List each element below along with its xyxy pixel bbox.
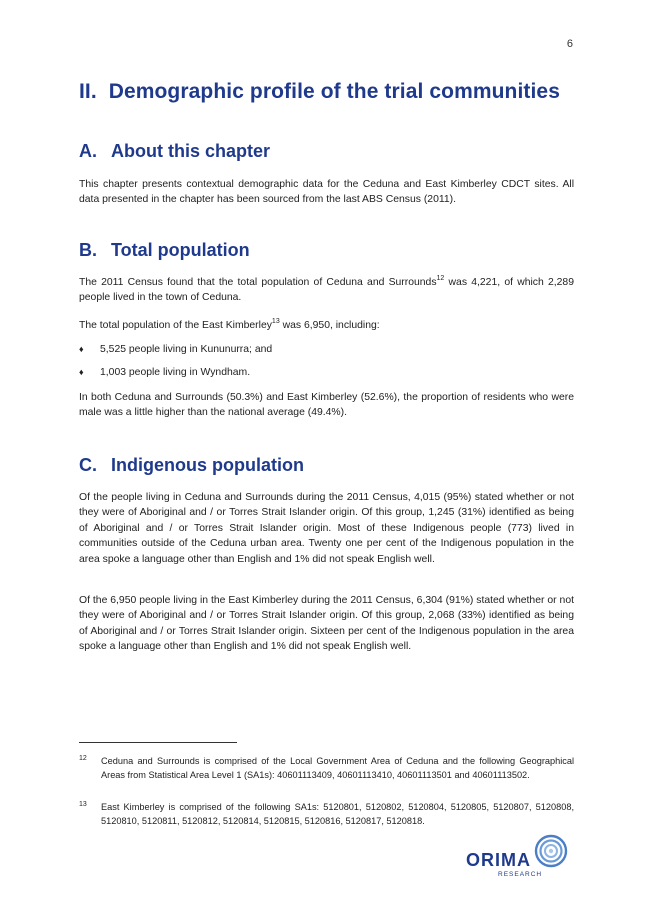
- footnote-divider: [79, 742, 237, 743]
- chapter-title: Demographic profile of the trial communities: [108, 80, 560, 103]
- text-run: was 4,221, of which 2,289 people lived in the town of Ceduna.: [79, 277, 574, 304]
- orima-logo: [460, 834, 570, 884]
- footnote-text: East Kimberley is comprised of the following SA1s: 5120801, 5120802, 5120804, 5120805, 5120807, 5120808, 5120810, 5120811, 5120812, 5120814, 5120815, 5120816, 5120817, 5120818.: [101, 802, 574, 826]
- text-run: The total population of the East Kimberley: [79, 320, 272, 331]
- footnote-number: 12: [79, 755, 87, 762]
- footnote-number: 13: [79, 801, 87, 808]
- total-paragraph-3: In both Ceduna and Surrounds (50.3%) and East Kimberley (52.6%), the proportion of residents who were male was a little higher than the national average (49.4%).: [79, 392, 574, 419]
- about-paragraph: This chapter presents contextual demographic data for the Ceduna and East Kimberley CDCT sites. All data presented in the chapter has been sourced from the last ABS Census (2011).: [79, 179, 574, 206]
- logo-subtitle: RESEARCH: [498, 871, 543, 878]
- section-letter: C.: [79, 455, 97, 475]
- chapter-heading: [79, 80, 560, 104]
- section-title: Total population: [111, 240, 250, 260]
- indigenous-paragraph-2: Of the 6,950 people living in the East Kimberley during the 2011 Census, 6,304 (91%) stated whether or not they were of Aboriginal and / or Torres Strait Islander origin. Of this group, 2,068 (33%) identified as being of Aboriginal and / or Torres Strait Islander origin. Sixteen per cent of the Indigenous population in the area spoke a language other than English and 1% did not speak English well.: [79, 595, 574, 653]
- footnote-ref-12[interactable]: 12: [436, 275, 445, 282]
- indigenous-paragraph-1: Of the people living in Ceduna and Surrounds during the 2011 Census, 4,015 (95%) stated whether or not they were of Aboriginal and / or Torres Strait Islander origin. Of this group, 1,245 (31%) identified as being of Aboriginal and / or Torres Strait Islander origin. Most of these Indigenous people (773) lived in communities outside of the Ceduna urban area. Twenty one per cent of the Indigenous population in the area spoke a language other than English and 1% did not speak English well.: [79, 492, 574, 565]
- total-paragraph-2: [79, 318, 574, 333]
- diamond-bullet-icon: ♦: [79, 344, 84, 354]
- text-run: was 6,950, including:: [279, 320, 380, 331]
- concentric-rings-icon: [534, 834, 568, 868]
- diamond-bullet-icon: ♦: [79, 367, 84, 377]
- section-letter: A.: [79, 141, 97, 161]
- page-number: 6: [566, 38, 573, 50]
- section-heading-c: [79, 455, 304, 476]
- logo-wordmark: ORIMA: [466, 850, 531, 870]
- footnote-text: Ceduna and Surrounds is comprised of the Local Government Area of Ceduna and the following Geographical Areas from Statistical Area Level 1 (SA1s): 40601113409, 40601113410, 40601113501 and 40601113502.: [101, 756, 574, 780]
- total-paragraph-1: [79, 275, 574, 306]
- section-title: Indigenous population: [111, 455, 304, 475]
- section-title: About this chapter: [111, 141, 271, 161]
- list-item-text: 1,003 people living in Wyndham.: [100, 367, 251, 378]
- section-heading-b: [79, 240, 250, 261]
- section-heading-a: [79, 141, 270, 162]
- chapter-number: II.: [79, 80, 97, 103]
- text-run: The 2011 Census found that the total population of Ceduna and Surrounds: [79, 277, 437, 288]
- section-letter: B.: [79, 240, 97, 260]
- list-item-text: 5,525 people living in Kununurra; and: [100, 344, 273, 355]
- footnote-ref-13[interactable]: 13: [271, 318, 280, 325]
